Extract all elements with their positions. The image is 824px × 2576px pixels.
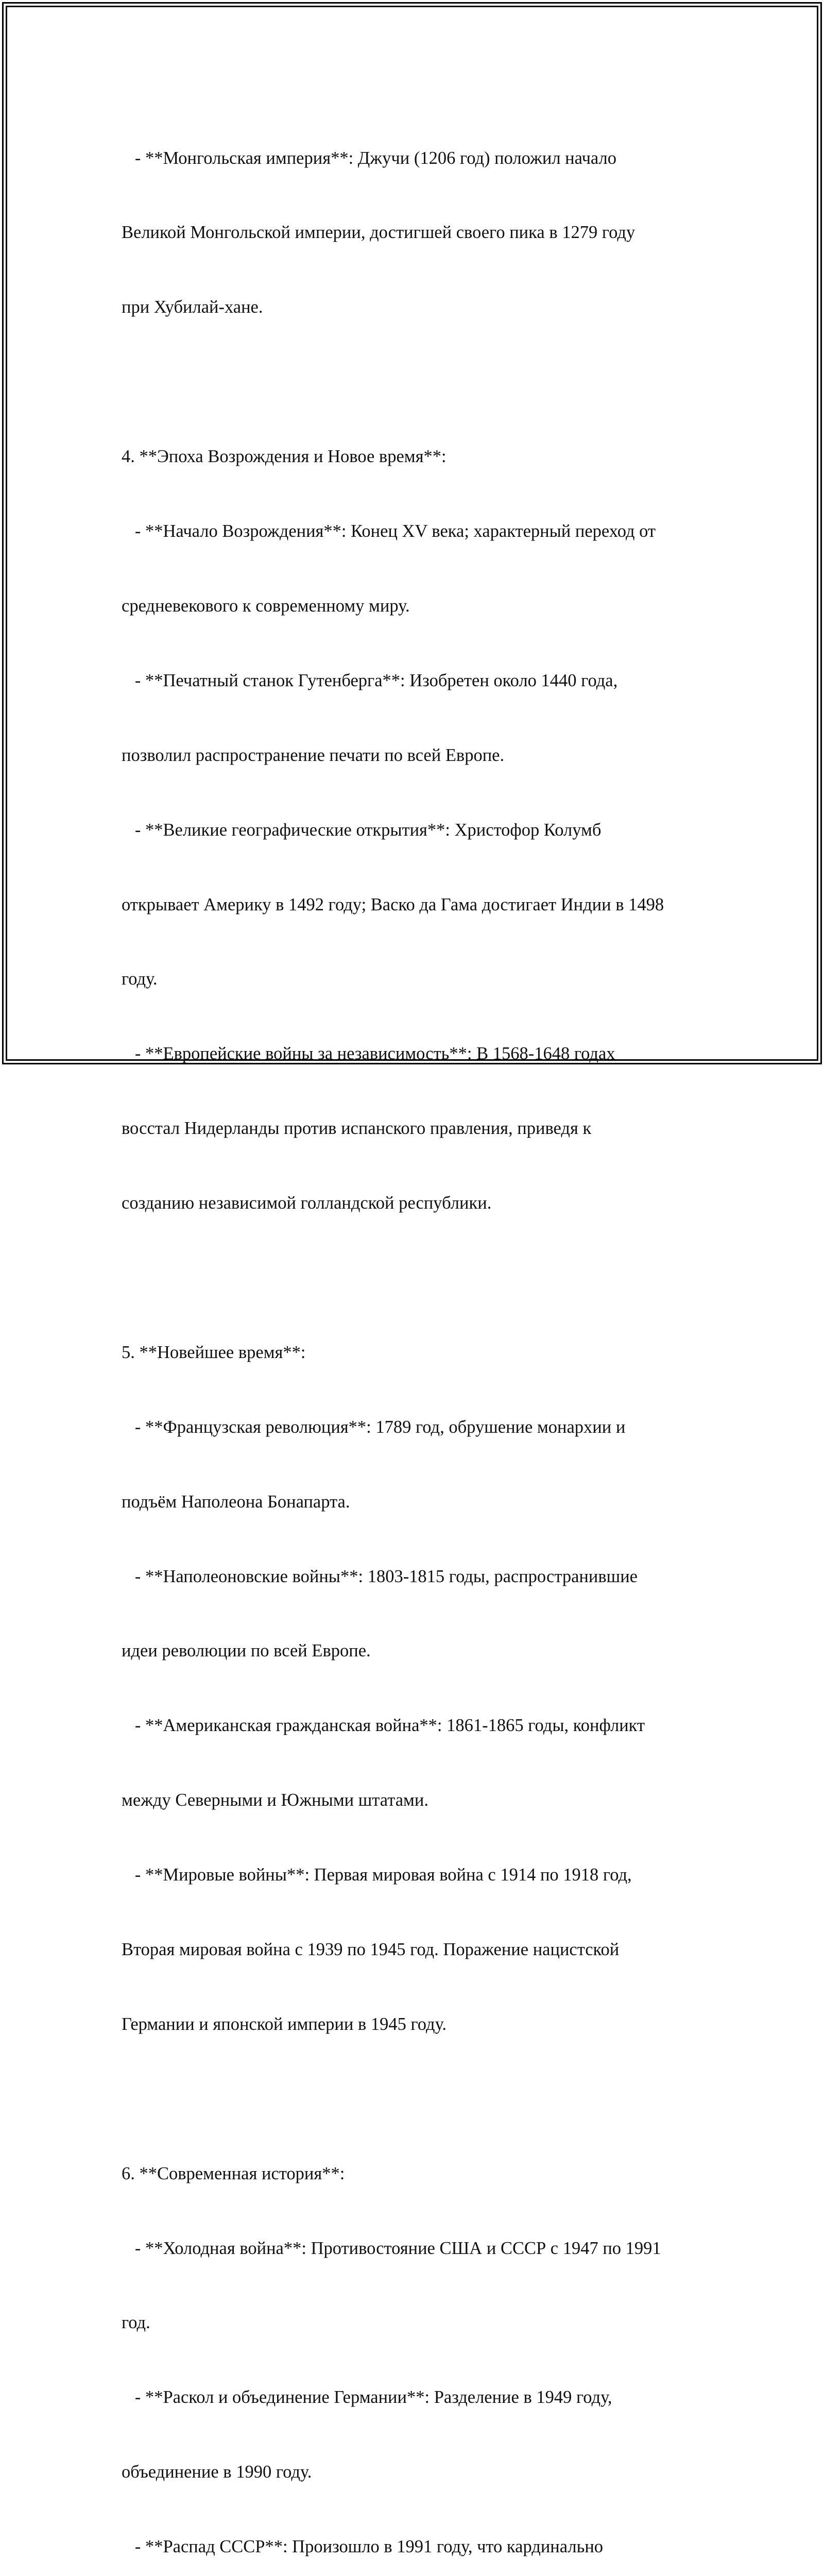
- text-line: между Северными и Южными штатами.: [122, 1790, 428, 1810]
- blank-line: [122, 2087, 719, 2111]
- text-line: - **Наполеоновские войны**: 1803-1815 годы, распространившие: [122, 1566, 638, 1586]
- text-line: - **Великие географические открытия**: Христофор Колумб: [122, 820, 602, 840]
- text-line: - **Печатный станок Гутенберга**: Изобретен около 1440 года,: [122, 670, 618, 690]
- text-line: год.: [122, 2313, 150, 2333]
- text-line: - **Французская революция**: 1789 год, обрушение монархии и: [122, 1417, 626, 1437]
- blank-line: [122, 1265, 719, 1290]
- text-line: - **Распад СССР**: Произошло в 1991 году, что кардинально: [122, 2537, 604, 2557]
- section-heading: 4. **Эпоха Возрождения и Новое время**:: [122, 447, 447, 467]
- text-line: позволил распространение печати по всей Европе.: [122, 745, 505, 765]
- text-line: году.: [122, 969, 158, 989]
- section-heading: 6. **Современная история**:: [122, 2163, 345, 2183]
- text-line: - **Начало Возрождения**: Конец XV века; характерный переход от: [122, 521, 656, 541]
- text-line: Вторая мировая война с 1939 по 1945 год. Поражение нацистской: [122, 1939, 620, 1959]
- text-line: созданию независимой голландской республики.: [122, 1193, 492, 1213]
- text-line: при Хубилай-хане.: [122, 297, 263, 317]
- text-line: восстал Нидерланды против испанского правления, приведя к: [122, 1118, 592, 1139]
- text-line: Великой Монгольской империи, достигшей своего пика в 1279 году: [122, 223, 636, 243]
- text-line: открывает Америку в 1492 году; Васко да Гама достигает Индии в 1498: [122, 894, 664, 914]
- text-line: - **Американская гражданская война**: 1861-1865 годы, конфликт: [122, 1716, 645, 1736]
- document-body: [122, 96, 719, 2576]
- text-line: объединение в 1990 году.: [122, 2462, 312, 2482]
- text-line: - **Европейские войны за независимость**: В 1568-1648 годах: [122, 1044, 615, 1064]
- text-line: - **Раскол и объединение Германии**: Разделение в 1949 году,: [122, 2387, 612, 2408]
- text-line: - **Монгольская империя**: Джучи (1206 год) положил начало: [122, 148, 616, 168]
- section-heading: 5. **Новейшее время**:: [122, 1342, 306, 1362]
- text-line: средневекового к современному миру.: [122, 596, 410, 616]
- blank-line: [122, 369, 719, 394]
- text-line: идеи революции по всей Европе.: [122, 1641, 371, 1661]
- text-line: Германии и японской империи в 1945 году.: [122, 2014, 447, 2034]
- text-line: - **Мировые войны**: Первая мировая война с 1914 по 1918 год,: [122, 1865, 632, 1885]
- text-line: - **Холодная война**: Противостояние США и СССР с 1947 по 1991: [122, 2238, 661, 2258]
- text-line: подъём Наполеона Бонапарта.: [122, 1492, 350, 1512]
